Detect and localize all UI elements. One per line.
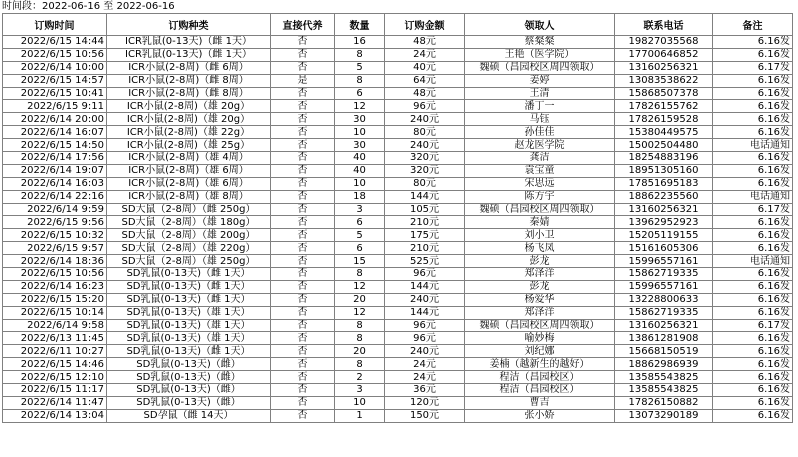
cell-phone: 13073290189 [615,409,713,422]
cell-phone: 15862719335 [615,268,713,281]
cell-order-time: 2022/6/15 10:41 [3,87,107,100]
cell-note: 6.16发 [713,358,793,371]
cell-direct-foster: 否 [271,164,335,177]
cell-recipient: 张小娇 [465,409,615,422]
cell-order-type: ICR小鼠(2-8周)（雄 25g） [107,139,271,152]
cell-amount: 24元 [385,48,465,61]
table-row [3,87,793,100]
cell-note: 6.16发 [713,409,793,422]
cell-quantity: 5 [335,61,385,74]
cell-order-time: 2022/6/14 18:36 [3,255,107,268]
header-recipient: 领取人 [465,14,615,36]
cell-direct-foster: 否 [271,384,335,397]
cell-quantity: 30 [335,139,385,152]
cell-phone: 13160256321 [615,61,713,74]
table-row [3,126,793,139]
cell-order-time: 2022/6/15 10:14 [3,306,107,319]
cell-order-time: 2022/6/14 9:58 [3,319,107,332]
cell-order-time: 2022/6/15 9:56 [3,216,107,229]
cell-amount: 96元 [385,268,465,281]
cell-order-type: SD大鼠（2-8周）（雄 220g） [107,242,271,255]
cell-recipient: 杨飞凤 [465,242,615,255]
cell-order-type: SD乳鼠(0-13天)（雌） [107,396,271,409]
header-amount: 订购金额 [385,14,465,36]
cell-order-time: 2022/6/14 10:00 [3,61,107,74]
cell-order-time: 2022/6/15 15:20 [3,293,107,306]
cell-note: 6.16发 [713,332,793,345]
cell-amount: 96元 [385,100,465,113]
cell-phone: 13228800633 [615,293,713,306]
cell-quantity: 20 [335,293,385,306]
table-row [3,177,793,190]
table-row [3,139,793,152]
cell-quantity: 8 [335,48,385,61]
cell-phone: 13585543825 [615,384,713,397]
cell-recipient: 喻妙梅 [465,332,615,345]
cell-note: 6.16发 [713,126,793,139]
cell-note: 6.17发 [713,319,793,332]
cell-amount: 525元 [385,255,465,268]
cell-order-time: 2022/6/15 10:56 [3,48,107,61]
cell-amount: 96元 [385,332,465,345]
cell-order-type: SD乳鼠(0-13天)（雌 1天） [107,293,271,306]
cell-direct-foster: 否 [271,152,335,165]
cell-recipient: 马钰 [465,113,615,126]
cell-note: 6.16发 [713,100,793,113]
cell-note: 6.16发 [713,113,793,126]
cell-direct-foster: 否 [271,190,335,203]
cell-quantity: 8 [335,332,385,345]
cell-quantity: 12 [335,100,385,113]
cell-note: 6.16发 [713,293,793,306]
table-row [3,242,793,255]
cell-quantity: 8 [335,358,385,371]
table-row [3,268,793,281]
order-table [2,13,793,423]
cell-order-type: ICR小鼠(2-8周)（雄 4周） [107,152,271,165]
table-row [3,319,793,332]
cell-phone: 15002504480 [615,139,713,152]
cell-note: 6.17发 [713,61,793,74]
table-row [3,358,793,371]
cell-order-type: ICR小鼠(2-8周)（雄 22g） [107,126,271,139]
cell-amount: 175元 [385,229,465,242]
cell-phone: 13160256321 [615,319,713,332]
cell-order-type: SD乳鼠(0-13天)（雄 1天） [107,332,271,345]
cell-quantity: 6 [335,216,385,229]
cell-recipient: 杨爱华 [465,293,615,306]
cell-order-type: ICR乳鼠(0-13天)（雌 1天） [107,48,271,61]
cell-phone: 17851695183 [615,177,713,190]
cell-phone: 17700646852 [615,48,713,61]
cell-order-time: 2022/6/15 11:17 [3,384,107,397]
table-row [3,396,793,409]
cell-direct-foster: 否 [271,48,335,61]
table-row [3,216,793,229]
cell-recipient: 魏硕（昌园校区周四领取） [465,203,615,216]
cell-recipient: 程洁（昌园校区） [465,371,615,384]
header-direct-foster: 直接代养 [271,14,335,36]
cell-order-time: 2022/6/14 9:59 [3,203,107,216]
cell-phone: 17826155762 [615,100,713,113]
cell-order-type: ICR乳鼠(0-13天)（雌 1天） [107,36,271,49]
cell-amount: 80元 [385,177,465,190]
cell-direct-foster: 否 [271,280,335,293]
cell-quantity: 10 [335,396,385,409]
cell-order-time: 2022/6/14 22:16 [3,190,107,203]
cell-order-type: SD大鼠（2-8周）（雄 200g） [107,229,271,242]
cell-direct-foster: 否 [271,306,335,319]
header-note: 备注 [713,14,793,36]
cell-order-time: 2022/6/15 12:10 [3,371,107,384]
cell-order-time: 2022/6/14 20:00 [3,113,107,126]
cell-amount: 40元 [385,61,465,74]
cell-amount: 36元 [385,384,465,397]
cell-order-type: SD乳鼠(0-13天)（雌 1天） [107,280,271,293]
cell-direct-foster: 是 [271,74,335,87]
cell-amount: 105元 [385,203,465,216]
cell-direct-foster: 否 [271,268,335,281]
cell-order-type: ICR小鼠(2-8周)（雄 6周） [107,164,271,177]
cell-quantity: 10 [335,126,385,139]
cell-order-type: SD乳鼠(0-13天)（雌） [107,384,271,397]
cell-recipient: 陈方宇 [465,190,615,203]
cell-recipient: 袁宝童 [465,164,615,177]
table-row [3,113,793,126]
cell-quantity: 18 [335,190,385,203]
cell-order-time: 2022/6/13 11:45 [3,332,107,345]
cell-quantity: 40 [335,152,385,165]
cell-phone: 13083538622 [615,74,713,87]
cell-order-time: 2022/6/15 9:11 [3,100,107,113]
cell-note: 6.16发 [713,268,793,281]
table-row [3,345,793,358]
cell-recipient: 秦婧 [465,216,615,229]
table-row [3,74,793,87]
cell-phone: 15380449575 [615,126,713,139]
cell-quantity: 5 [335,229,385,242]
cell-recipient: 王艳（医学院） [465,48,615,61]
cell-order-time: 2022/6/15 10:32 [3,229,107,242]
cell-order-type: SD孕鼠（雌 14天） [107,409,271,422]
cell-quantity: 3 [335,384,385,397]
cell-order-time: 2022/6/15 14:46 [3,358,107,371]
cell-note: 电话通知 [713,190,793,203]
cell-quantity: 16 [335,36,385,49]
cell-amount: 240元 [385,345,465,358]
cell-note: 6.17发 [713,203,793,216]
cell-direct-foster: 否 [271,126,335,139]
cell-phone: 13861281908 [615,332,713,345]
cell-amount: 240元 [385,293,465,306]
cell-phone: 18951305160 [615,164,713,177]
cell-note: 电话通知 [713,255,793,268]
cell-order-time: 2022/6/14 11:47 [3,396,107,409]
cell-note: 6.16发 [713,216,793,229]
table-row [3,280,793,293]
cell-phone: 17826150882 [615,396,713,409]
cell-quantity: 8 [335,74,385,87]
cell-quantity: 6 [335,242,385,255]
cell-amount: 48元 [385,36,465,49]
cell-phone: 18862986939 [615,358,713,371]
cell-direct-foster: 否 [271,371,335,384]
cell-order-type: SD大鼠（2-8周）（雄 180g） [107,216,271,229]
cell-quantity: 20 [335,345,385,358]
table-row [3,61,793,74]
cell-note: 6.16发 [713,242,793,255]
cell-amount: 150元 [385,409,465,422]
cell-direct-foster: 否 [271,100,335,113]
cell-phone: 15868507378 [615,87,713,100]
cell-amount: 96元 [385,319,465,332]
cell-direct-foster: 否 [271,358,335,371]
cell-order-type: SD乳鼠(0-13天)（雌） [107,358,271,371]
period-label: 时间段：2022-06-16 至 2022-06-16 [2,1,175,12]
cell-recipient: 魏硕（昌园校区周四领取） [465,319,615,332]
cell-note: 6.16发 [713,152,793,165]
cell-quantity: 12 [335,280,385,293]
cell-quantity: 8 [335,319,385,332]
cell-order-type: SD乳鼠(0-13天)（雌） [107,371,271,384]
table-row [3,152,793,165]
cell-amount: 24元 [385,371,465,384]
table-body [3,36,793,423]
cell-direct-foster: 否 [271,409,335,422]
table-row [3,371,793,384]
header-order-time: 订购时间 [3,14,107,36]
cell-quantity: 6 [335,87,385,100]
cell-amount: 320元 [385,164,465,177]
table-row [3,384,793,397]
cell-direct-foster: 否 [271,216,335,229]
table-row [3,190,793,203]
cell-note: 6.16发 [713,345,793,358]
cell-phone: 18254883196 [615,152,713,165]
cell-order-time: 2022/6/11 10:27 [3,345,107,358]
cell-amount: 24元 [385,358,465,371]
header-quantity: 数量 [335,14,385,36]
table-row [3,332,793,345]
table-row [3,255,793,268]
cell-direct-foster: 否 [271,242,335,255]
cell-amount: 320元 [385,152,465,165]
cell-recipient: 曹吉 [465,396,615,409]
header-order-type: 订购种类 [107,14,271,36]
cell-note: 6.16发 [713,36,793,49]
cell-order-time: 2022/6/15 10:56 [3,268,107,281]
cell-phone: 19827035568 [615,36,713,49]
cell-order-type: ICR小鼠(2-8周)（雄 8周） [107,190,271,203]
cell-phone: 17826159528 [615,113,713,126]
cell-order-type: ICR小鼠(2-8周)（雄 20g） [107,113,271,126]
cell-phone: 15668150519 [615,345,713,358]
cell-direct-foster: 否 [271,396,335,409]
cell-recipient: 姜楠（越新生的越好） [465,358,615,371]
cell-phone: 13585543825 [615,371,713,384]
cell-direct-foster: 否 [271,113,335,126]
cell-order-type: ICR小鼠(2-8周)（雌 8周） [107,87,271,100]
cell-order-type: SD大鼠（2-8周）（雌 250g） [107,203,271,216]
cell-order-type: SD大鼠（2-8周）（雄 250g） [107,255,271,268]
cell-quantity: 2 [335,371,385,384]
cell-quantity: 40 [335,164,385,177]
cell-note: 6.16发 [713,164,793,177]
cell-direct-foster: 否 [271,319,335,332]
cell-note: 6.16发 [713,177,793,190]
cell-phone: 18862235560 [615,190,713,203]
cell-note: 6.16发 [713,48,793,61]
cell-phone: 13962952923 [615,216,713,229]
cell-amount: 144元 [385,280,465,293]
cell-order-type: ICR小鼠(2-8周)（雌 8周） [107,74,271,87]
cell-note: 6.16发 [713,74,793,87]
cell-note: 6.16发 [713,87,793,100]
cell-amount: 210元 [385,242,465,255]
cell-direct-foster: 否 [271,36,335,49]
cell-order-time: 2022/6/15 14:44 [3,36,107,49]
cell-direct-foster: 否 [271,345,335,358]
cell-order-time: 2022/6/14 17:56 [3,152,107,165]
cell-recipient: 彭龙 [465,280,615,293]
cell-order-type: ICR小鼠(2-8周)（雄 6周） [107,177,271,190]
cell-order-type: SD乳鼠(0-13天)（雄 1天） [107,306,271,319]
table-row [3,100,793,113]
cell-direct-foster: 否 [271,229,335,242]
cell-note: 6.16发 [713,280,793,293]
cell-order-time: 2022/6/15 9:57 [3,242,107,255]
table-row [3,229,793,242]
cell-recipient: 龚洁 [465,152,615,165]
header-phone: 联系电话 [615,14,713,36]
cell-quantity: 10 [335,177,385,190]
cell-order-type: ICR小鼠(2-8周)（雄 20g） [107,100,271,113]
cell-recipient: 孙佳佳 [465,126,615,139]
cell-order-type: SD乳鼠(0-13天)（雌 1天） [107,268,271,281]
cell-order-type: SD乳鼠(0-13天)（雄 1天） [107,319,271,332]
cell-recipient: 蔡粲粲 [465,36,615,49]
cell-direct-foster: 否 [271,203,335,216]
cell-order-time: 2022/6/14 16:23 [3,280,107,293]
cell-order-type: SD乳鼠(0-13天)（雌 1天） [107,345,271,358]
cell-quantity: 1 [335,409,385,422]
cell-recipient: 王清 [465,87,615,100]
cell-quantity: 12 [335,306,385,319]
cell-phone: 15205119155 [615,229,713,242]
cell-amount: 210元 [385,216,465,229]
cell-amount: 144元 [385,306,465,319]
cell-phone: 15996557161 [615,255,713,268]
cell-order-time: 2022/6/15 14:50 [3,139,107,152]
cell-recipient: 刘小卫 [465,229,615,242]
cell-quantity: 15 [335,255,385,268]
cell-amount: 144元 [385,190,465,203]
cell-direct-foster: 否 [271,177,335,190]
cell-phone: 15996557161 [615,280,713,293]
cell-note: 6.16发 [713,229,793,242]
table-row [3,164,793,177]
cell-phone: 13160256321 [615,203,713,216]
cell-amount: 120元 [385,396,465,409]
cell-amount: 240元 [385,113,465,126]
table-row [3,203,793,216]
cell-direct-foster: 否 [271,332,335,345]
cell-order-time: 2022/6/14 16:03 [3,177,107,190]
cell-direct-foster: 否 [271,87,335,100]
table-row [3,48,793,61]
cell-amount: 240元 [385,139,465,152]
cell-recipient: 程洁（昌园校区） [465,384,615,397]
cell-recipient: 郑泽洋 [465,306,615,319]
cell-amount: 64元 [385,74,465,87]
table-row [3,306,793,319]
cell-recipient: 郑泽洋 [465,268,615,281]
cell-amount: 48元 [385,87,465,100]
header-row [3,14,793,36]
cell-direct-foster: 否 [271,255,335,268]
cell-order-type: ICR小鼠(2-8周)（雌 6周） [107,61,271,74]
cell-recipient: 潘丁一 [465,100,615,113]
cell-order-time: 2022/6/14 19:07 [3,164,107,177]
table-row [3,409,793,422]
cell-phone: 15161605306 [615,242,713,255]
cell-order-time: 2022/6/15 14:57 [3,74,107,87]
cell-direct-foster: 否 [271,61,335,74]
cell-recipient: 刘纪娜 [465,345,615,358]
cell-quantity: 8 [335,268,385,281]
cell-recipient: 姜婷 [465,74,615,87]
cell-direct-foster: 否 [271,139,335,152]
cell-order-time: 2022/6/14 16:07 [3,126,107,139]
cell-note: 6.16发 [713,384,793,397]
cell-recipient: 宋思远 [465,177,615,190]
cell-recipient: 赵龙医学院 [465,139,615,152]
table-row [3,36,793,49]
cell-note: 6.16发 [713,371,793,384]
cell-note: 6.16发 [713,306,793,319]
table-row [3,293,793,306]
cell-direct-foster: 否 [271,293,335,306]
cell-phone: 15862719335 [615,306,713,319]
cell-recipient: 彭龙 [465,255,615,268]
cell-quantity: 30 [335,113,385,126]
cell-note: 6.16发 [713,396,793,409]
cell-quantity: 3 [335,203,385,216]
cell-recipient: 魏硕（昌园校区周四领取） [465,61,615,74]
cell-order-time: 2022/6/14 13:04 [3,409,107,422]
cell-amount: 80元 [385,126,465,139]
cell-note: 电话通知 [713,139,793,152]
